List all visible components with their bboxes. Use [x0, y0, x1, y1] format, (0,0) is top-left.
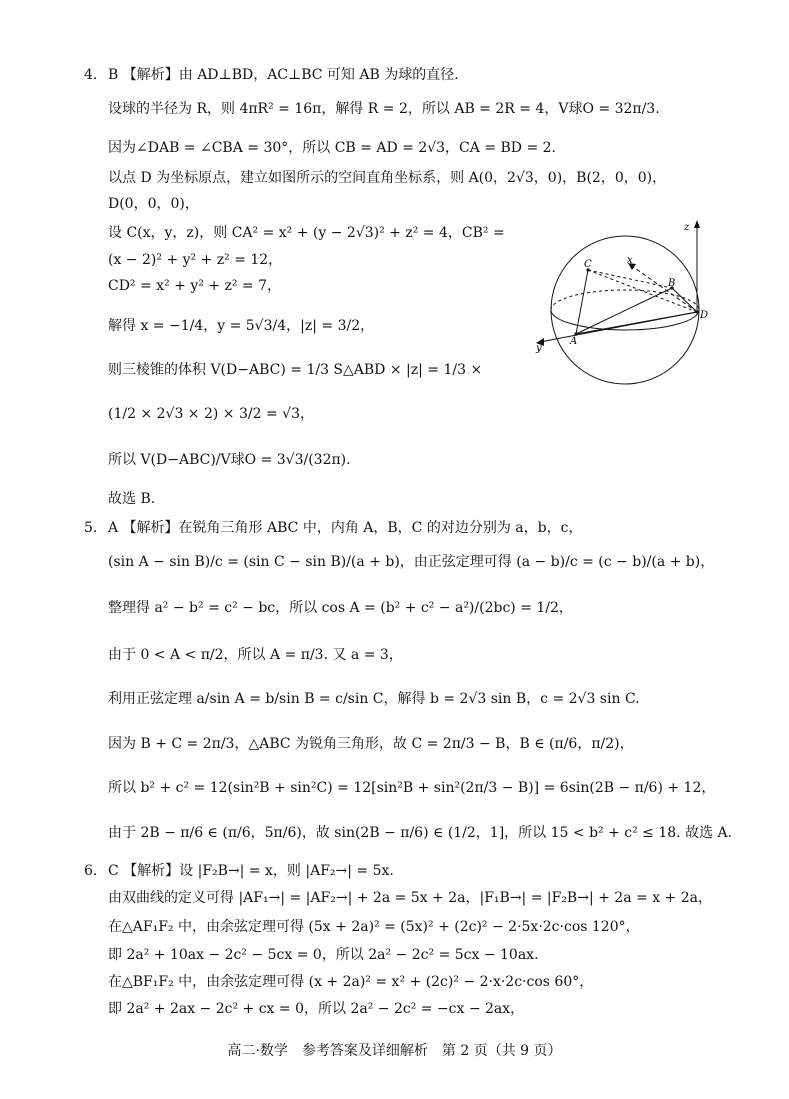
text-line: 在△AF₁F₂ 中，由余弦定理可得 (5x + 2a)² = (5x)² + (2c)² − 2·5x·2c·cos 120°， — [108, 919, 640, 935]
text-line: 由于 0 < A < π/2，所以 A = π/3. 又 a = 3， — [108, 647, 403, 663]
edge-AB — [576, 288, 672, 334]
text-line: 所以 b² + c² = 12(sin²B + sin²C) = 12[sin²B + sin²(2π/3 − B)] = 6sin(2B − π/6) + 12， — [108, 780, 716, 796]
z-axis-arrow — [694, 220, 700, 228]
text-line: 利用正弦定理 a/sin A = b/sin B = c/sin C，解得 b = 2√3 sin B，c = 2√3 sin C. — [108, 691, 640, 707]
problem-number: 5. — [84, 520, 98, 536]
equator-front — [551, 310, 699, 330]
x-axis — [632, 266, 697, 312]
text-line: 则三棱锥的体积 V(D−ABC) = 1/3 S△ABD × |z| = 1/3 × — [108, 362, 483, 378]
page-footer: 高二·数学 参考答案及详细解析 第 2 页（共 9 页） — [227, 1043, 562, 1059]
text-line: 故选 B. — [108, 491, 156, 507]
text-line: B 【解析】由 AD⊥BD，AC⊥BC 可知 AB 为球的直径. — [108, 67, 459, 83]
point-D — [695, 310, 698, 313]
text-line: 由双曲线的定义可得 |AF₁→| = |AF₂→| + 2a = 5x + 2a，|F₁B→| = |F₂B→| + 2a = x + 2a， — [108, 890, 712, 906]
text-line: 所以 V(D−ABC)/V球O = 3√3/(32π). — [108, 452, 351, 468]
text-line: D(0，0，0)， — [108, 196, 199, 212]
edge-BD — [672, 288, 697, 312]
label-y: y — [536, 343, 542, 354]
text-line: 即 2a² + 2ax − 2c² + cx = 0，所以 2a² − 2c² = −cx − 2ax， — [108, 1001, 525, 1017]
label-A: A — [570, 336, 578, 347]
text-line: 解得 x = −1/4，y = 5√3/4，|z| = 3/2， — [108, 318, 375, 334]
label-B: B — [668, 278, 676, 289]
label-z: z — [684, 222, 690, 233]
label-x: x — [627, 255, 633, 266]
text-line: CD² = x² + y² + z² = 7， — [108, 278, 281, 294]
problem-number: 6. — [84, 863, 98, 879]
text-line: (x − 2)² + y² + z² = 12， — [108, 252, 283, 268]
edge-CB — [588, 270, 672, 288]
text-line: 以点 D 为坐标原点，建立如图所示的空间直角坐标系，则 A(0，2√3，0)，B(2，0，0)， — [108, 170, 667, 186]
text-line: 设 C(x，y，z)，则 CA² = x² + (y − 2√3)² + z² = 4，CB² = — [108, 225, 505, 241]
text-line: 在△BF₁F₂ 中，由余弦定理可得 (x + 2a)² = x² + (2c)² − 2·x·2c·cos 60°， — [108, 974, 594, 990]
text-line: 即 2a² + 10ax − 2c² − 5cx = 0，所以 2a² − 2c² = 5cx − 10ax. — [108, 947, 539, 963]
sphere-coordinate-figure — [528, 218, 724, 390]
problem-number: 4. — [84, 67, 98, 83]
text-line: 由于 2B − π/6 ∈ (π/6，5π/6)，故 sin(2B − π/6) ∈ (1/2，1]，所以 15 < b² + c² ≤ 18. 故选 A. — [108, 825, 733, 841]
text-line: (sin A − sin B)/c = (sin C − sin B)/(a + b)，由正弦定理可得 (a − b)/c = (c − b)/(a + b)， — [108, 554, 715, 570]
text-line: C 【解析】设 |F₂B→| = x，则 |AF₂→| = 5x. — [108, 863, 394, 879]
label-C: C — [584, 259, 592, 270]
text-line: 整理得 a² − b² = c² − bc，所以 cos A = (b² + c² − a²)/(2bc) = 1/2， — [108, 600, 573, 616]
edge-CA — [576, 270, 588, 334]
text-line: 因为∠DAB = ∠CBA = 30°，所以 CB = AD = 2√3，CA = BD = 2. — [108, 140, 557, 156]
text-line: A 【解析】在锐角三角形 ABC 中，内角 A，B，C 的对边分别为 a，b，c， — [108, 520, 583, 536]
text-line: (1/2 × 2√3 × 2) × 3/2 = √3， — [108, 406, 314, 422]
edge-AD — [576, 312, 697, 334]
label-D: D — [700, 310, 709, 321]
text-line: 设球的半径为 R，则 4πR² = 16π，解得 R = 2，所以 AB = 2R = 4，V球O = 32π/3. — [108, 101, 660, 117]
text-line: 因为 B + C = 2π/3，△ABC 为锐角三角形，故 C = 2π/3 − B，B ∈ (π/6，π/2)， — [108, 736, 634, 752]
